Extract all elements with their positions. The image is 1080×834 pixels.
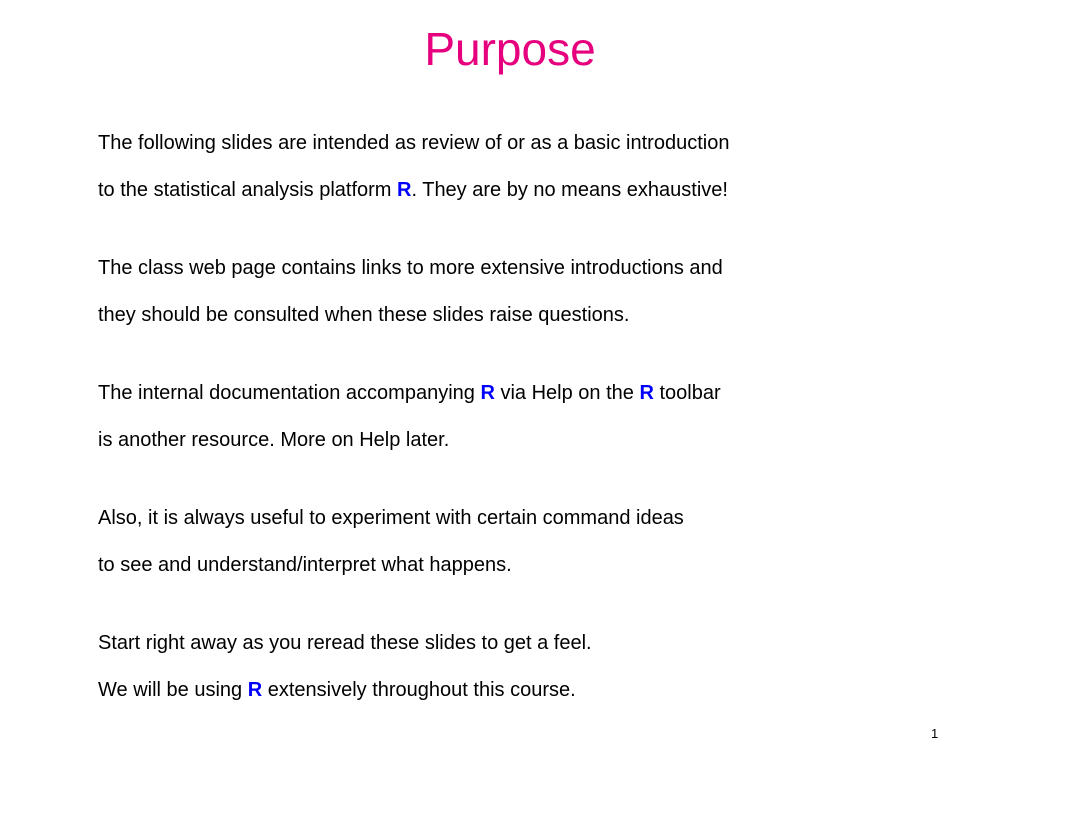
r-highlight: R: [639, 382, 654, 404]
text-segment: The internal documentation accompanying: [98, 382, 481, 404]
paragraph-1-line-2: [98, 176, 728, 204]
slide-title: Purpose: [424, 23, 596, 75]
paragraph-2-line-2: they should be consulted when these slides raise questions.: [98, 304, 630, 326]
paragraph-1-line-1: The following slides are intended as review of or as a basic introduction: [98, 132, 730, 154]
paragraph-2-line-1: The class web page contains links to more extensive introductions and: [98, 257, 723, 279]
text-segment: We will be using: [98, 679, 248, 701]
paragraph-5-line-1: Start right away as you reread these slides to get a feel.: [98, 632, 592, 654]
text-segment: . They are by no means exhaustive!: [411, 179, 728, 201]
r-highlight: R: [247, 679, 263, 701]
r-highlight: R: [480, 382, 495, 404]
paragraph-4-line-2: to see and understand/interpret what happens.: [98, 554, 512, 576]
r-highlight: R: [397, 179, 412, 201]
text-segment: to the statistical analysis platform: [98, 179, 398, 201]
text-segment: toolbar: [653, 382, 721, 404]
text-segment: extensively throughout this course.: [262, 679, 576, 701]
page-number: 1: [931, 726, 939, 741]
paragraph-3-line-2: is another resource. More on Help later.: [98, 429, 450, 451]
paragraph-3-line-1: [98, 379, 721, 407]
text-segment: via Help on the: [494, 382, 640, 404]
paragraph-5-line-2: [98, 676, 576, 704]
paragraph-4-line-1: Also, it is always useful to experiment with certain command ideas: [98, 507, 684, 529]
